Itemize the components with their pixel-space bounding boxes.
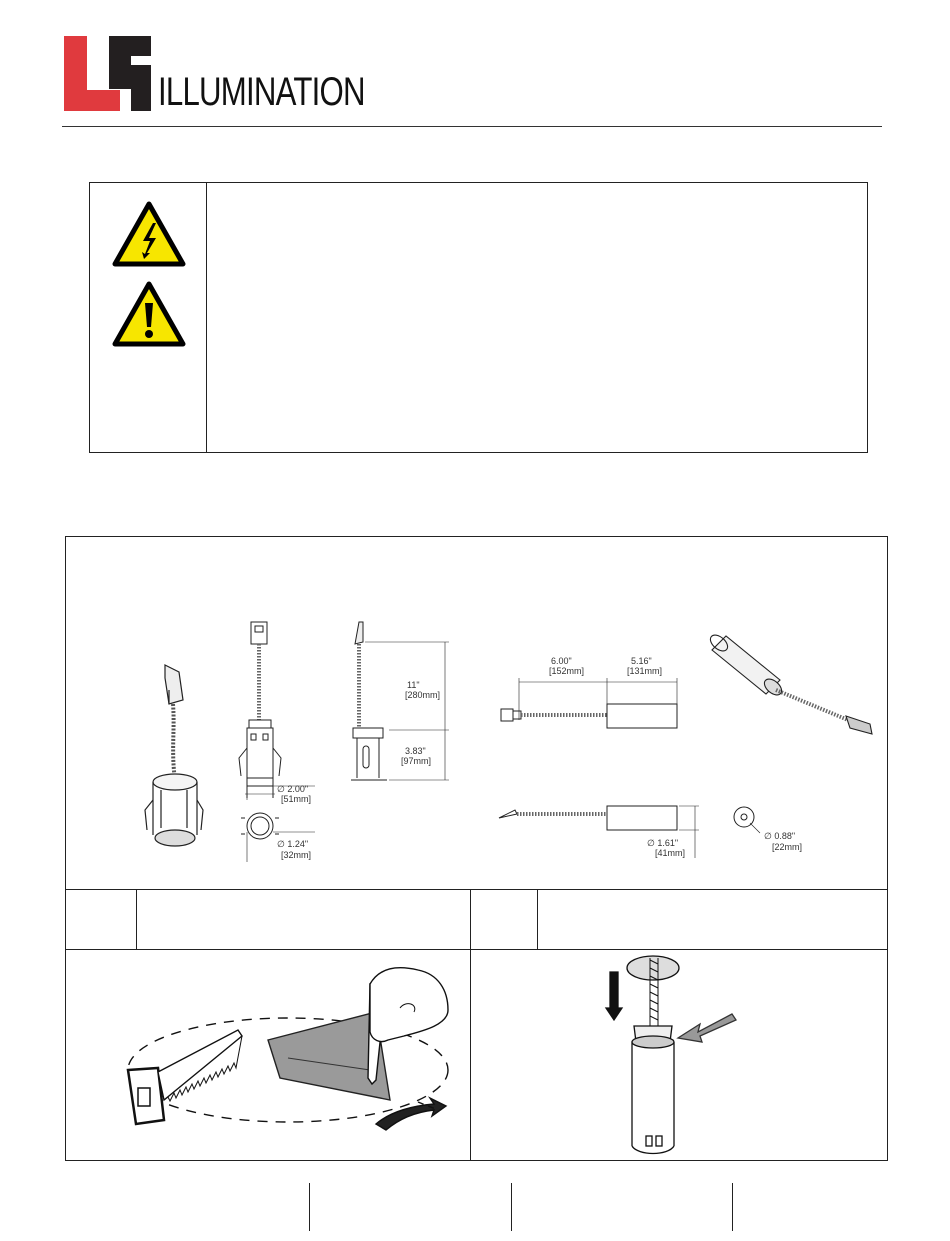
header-divider	[62, 126, 882, 127]
driver-cable-length-mm-label: [152mm]	[549, 666, 585, 676]
warning-box-divider	[206, 182, 207, 453]
side-height-mm-label: [280mm]	[405, 690, 441, 700]
driver-side-view-drawing	[495, 800, 705, 865]
bottom-diameter-label: ∅ 1.24"	[277, 839, 309, 849]
footer-separator-3	[732, 1183, 733, 1231]
driver-diameter-label: ∅ 1.61"	[647, 838, 679, 848]
step-2-insert-fixture-illustration	[598, 950, 748, 1160]
general-warning-icon	[112, 281, 186, 347]
step-1-title-rule	[137, 949, 470, 950]
driver-end-view-drawing	[730, 805, 830, 860]
step-1-cut-opening-illustration	[118, 960, 458, 1155]
fixture-front-view-drawing	[235, 618, 325, 868]
housing-height-label: 3.83"	[405, 746, 426, 756]
driver-end-diameter-mm-label: [22mm]	[772, 842, 803, 852]
front-diameter-label: ∅ 2.00"	[277, 784, 309, 794]
side-height-label: 11"	[407, 680, 420, 690]
driver-diameter-mm-label: [41mm]	[655, 848, 686, 858]
driver-end-diameter-label: ∅ 0.88"	[764, 831, 796, 841]
fixture-side-view-drawing	[345, 618, 465, 788]
brand-name: ILLUMINATION	[158, 70, 365, 114]
footer-separator-2	[511, 1183, 512, 1231]
driver-length-label: 5.16"	[631, 656, 652, 666]
footer-separator-1	[309, 1183, 310, 1231]
logo-mark-icon	[64, 36, 151, 111]
electric-shock-warning-icon	[112, 201, 186, 267]
driver-isometric-illustration	[700, 632, 885, 742]
driver-top-view-drawing	[495, 650, 695, 740]
fixture-isometric-illustration	[125, 660, 205, 860]
housing-height-mm-label: [97mm]	[401, 756, 432, 766]
bottom-diameter-mm-label: [32mm]	[281, 850, 312, 860]
step-1-number-box	[65, 889, 137, 950]
front-diameter-mm-label: [51mm]	[281, 794, 312, 804]
step-2-number-box	[470, 889, 538, 950]
driver-length-mm-label: [131mm]	[627, 666, 663, 676]
driver-cable-length-label: 6.00"	[551, 656, 572, 666]
